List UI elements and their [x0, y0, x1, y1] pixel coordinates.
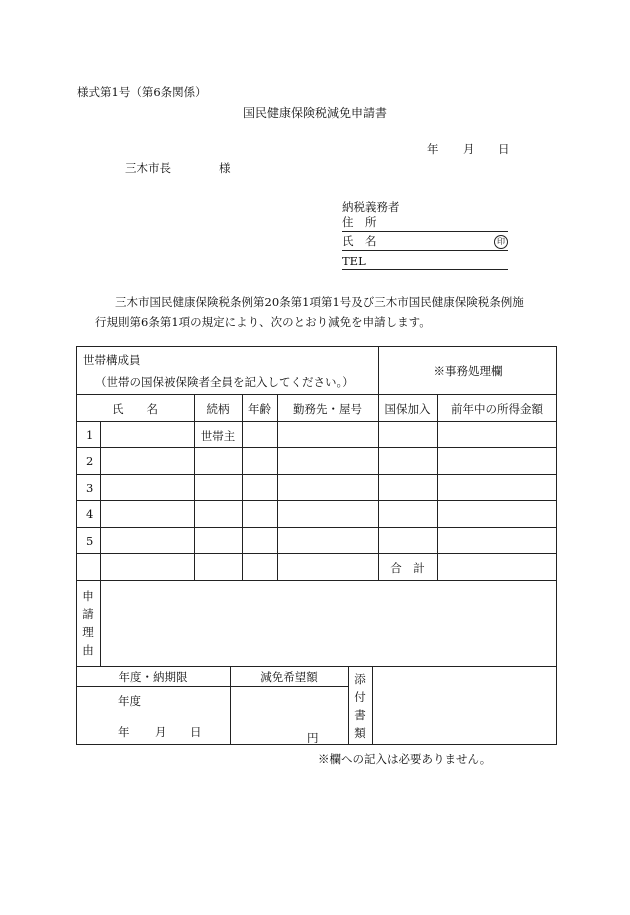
attachment-label: 添付書類 — [354, 672, 366, 740]
col-age: 年齢 — [248, 402, 271, 416]
row-relation-1: 世帯主 — [200, 429, 236, 443]
name-label: 氏 名 — [342, 234, 377, 248]
row-number-1: 1 — [86, 428, 94, 442]
col-income: 前年中の所得金額 — [451, 402, 543, 416]
statement-line-1: 三木市国民健康保険税条例第20条第1項第1号及び三木市国民健康保険税条例施 — [115, 295, 524, 309]
reason-label: 申請理由 — [82, 589, 94, 657]
address-label: 住 所 — [342, 215, 377, 229]
col-workplace: 勤務先・屋号 — [293, 402, 362, 416]
fiscal-header: 年度・納期限 — [118, 670, 188, 684]
fiscal-date-year: 年 — [118, 725, 130, 739]
rule-row-2 — [76, 474, 557, 475]
footnote: ※欄への記入は必要ありません。 — [318, 752, 492, 766]
col-relation: 続柄 — [206, 402, 230, 416]
rule-row-3 — [76, 500, 557, 501]
payer-label: 納税義務者 — [342, 200, 400, 214]
application-statement — [95, 292, 555, 332]
row-number-4: 4 — [86, 507, 94, 521]
form-title: 国民健康保険税減免申請書 — [242, 106, 387, 120]
amount-unit: 円 — [307, 731, 319, 745]
seal-mark: 印 — [494, 235, 508, 249]
tel-label: TEL — [342, 254, 366, 268]
office-use-label: ※事務処理欄 — [433, 364, 503, 378]
date-year-label: 年 — [427, 142, 439, 156]
rule-amount-divider — [348, 666, 349, 745]
address-field[interactable] — [342, 214, 508, 232]
name-field[interactable] — [342, 233, 508, 251]
col-name: 氏 名 — [112, 402, 158, 416]
rule-fiscal-header — [76, 686, 348, 687]
rule-name-divider — [194, 394, 195, 580]
rule-income-divider — [437, 394, 438, 580]
amount-header: 減免希望額 — [260, 670, 318, 684]
col-enrolled: 国保加入 — [384, 402, 431, 416]
rule-under-household — [76, 394, 557, 395]
date-month-label: 月 — [463, 142, 475, 156]
rule-reason — [76, 666, 557, 667]
date-day-label: 日 — [498, 142, 510, 156]
form-number: 様式第1号（第6条関係） — [77, 85, 207, 99]
fiscal-date-month: 月 — [155, 725, 167, 739]
rule-age-divider — [277, 394, 278, 580]
rule-office-divider — [378, 346, 379, 580]
tel-field[interactable] — [342, 252, 508, 270]
rule-relation-divider — [242, 394, 243, 580]
rule-row-4 — [76, 527, 557, 528]
rule-under-column-header — [76, 421, 557, 422]
household-title: 世帯構成員 — [83, 353, 141, 367]
household-note: （世帯の国保被保険者全員を記入してください。） — [95, 375, 354, 389]
rule-total — [76, 580, 557, 581]
rule-row-5 — [76, 553, 557, 554]
fiscal-date-day: 日 — [190, 725, 202, 739]
total-label: 合 計 — [390, 561, 425, 575]
row-number-2: 2 — [86, 454, 94, 468]
rule-row-1 — [76, 447, 557, 448]
addressee: 三木市長 — [125, 161, 171, 175]
rule-reason-divider — [100, 580, 101, 666]
row-number-3: 3 — [86, 481, 94, 495]
rule-attachment-divider — [372, 666, 373, 745]
honorific: 様 — [219, 161, 231, 175]
row-number-5: 5 — [86, 534, 94, 548]
statement-line-2: 行規則第6条第1項の規定により、次のとおり減免を申請します。 — [95, 315, 431, 329]
fiscal-year-label: 年度 — [118, 694, 141, 708]
rule-no-divider — [100, 421, 101, 580]
